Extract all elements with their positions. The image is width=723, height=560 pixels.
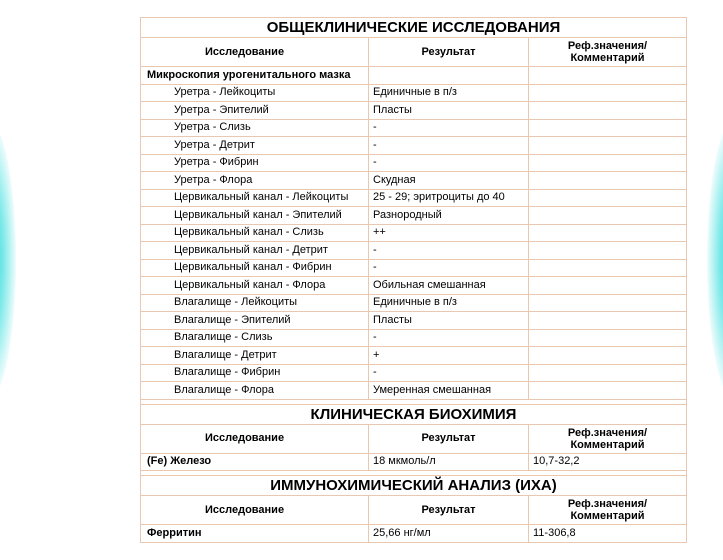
table-row	[141, 347, 687, 365]
group-row	[141, 67, 687, 85]
table-row	[141, 382, 687, 400]
reference-cell	[529, 242, 687, 260]
test-name-cell: (Fe) Железо	[141, 453, 369, 471]
section-title-immuno: ИММУНОХИМИЧЕСКИЙ АНАЛИЗ (ИХА)	[141, 476, 687, 496]
reference-cell	[529, 364, 687, 382]
test-name-cell: Цервикальный канал - Детрит	[141, 242, 369, 260]
test-name-cell: Влагалище - Эпителий	[141, 312, 369, 330]
header-result: Результат	[369, 424, 529, 453]
reference-cell	[529, 329, 687, 347]
table-row	[141, 119, 687, 137]
reference-cell	[529, 119, 687, 137]
test-name-cell: Уретра - Фибрин	[141, 154, 369, 172]
table-row	[141, 259, 687, 277]
result-cell: ++	[369, 224, 529, 242]
test-name-cell: Уретра - Эпителий	[141, 102, 369, 120]
table-row	[141, 364, 687, 382]
result-cell: Пласты	[369, 102, 529, 120]
header-reference: Реф.значения/ Комментарий	[529, 424, 687, 453]
table-row	[141, 525, 687, 543]
result-cell: -	[369, 259, 529, 277]
result-cell: -	[369, 119, 529, 137]
lab-results-table	[140, 17, 687, 543]
header-test: Исследование	[141, 496, 369, 525]
test-name-cell: Уретра - Слизь	[141, 119, 369, 137]
reference-cell	[529, 84, 687, 102]
header-result: Результат	[369, 38, 529, 67]
header-reference: Реф.значения/ Комментарий	[529, 496, 687, 525]
result-cell: -	[369, 154, 529, 172]
column-header-row	[141, 38, 687, 67]
result-cell: -	[369, 329, 529, 347]
table-row	[141, 277, 687, 295]
result-cell: +	[369, 347, 529, 365]
result-cell: Единичные в п/з	[369, 294, 529, 312]
table-row	[141, 224, 687, 242]
section-title-row	[141, 404, 687, 424]
table-row	[141, 242, 687, 260]
header-test: Исследование	[141, 424, 369, 453]
header-test: Исследование	[141, 38, 369, 67]
reference-cell	[529, 137, 687, 155]
reference-cell: 10,7-32,2	[529, 453, 687, 471]
reference-cell	[529, 172, 687, 190]
column-header-row	[141, 424, 687, 453]
result-cell: Единичные в п/з	[369, 84, 529, 102]
test-name-cell: Влагалище - Слизь	[141, 329, 369, 347]
result-cell: 25 - 29; эритроциты до 40	[369, 189, 529, 207]
header-reference: Реф.значения/ Комментарий	[529, 38, 687, 67]
result-cell: Пласты	[369, 312, 529, 330]
test-name-cell: Уретра - Детрит	[141, 137, 369, 155]
table-row	[141, 329, 687, 347]
reference-cell	[529, 259, 687, 277]
test-name-cell: Цервикальный канал - Флора	[141, 277, 369, 295]
test-name-cell: Цервикальный канал - Слизь	[141, 224, 369, 242]
result-cell: -	[369, 137, 529, 155]
lab-results-body	[141, 18, 687, 543]
group-result-cell	[369, 67, 529, 85]
test-name-cell: Цервикальный канал - Фибрин	[141, 259, 369, 277]
header-result: Результат	[369, 496, 529, 525]
reference-cell	[529, 224, 687, 242]
reference-cell	[529, 154, 687, 172]
test-name-cell: Уретра - Флора	[141, 172, 369, 190]
table-row	[141, 137, 687, 155]
table-row	[141, 207, 687, 225]
section-title-row	[141, 18, 687, 38]
reference-cell: 11-306,8	[529, 525, 687, 543]
table-row	[141, 294, 687, 312]
result-cell: -	[369, 364, 529, 382]
column-header-row	[141, 496, 687, 525]
test-name-cell: Ферритин	[141, 525, 369, 543]
result-cell: Скудная	[369, 172, 529, 190]
decorative-glow-left	[0, 120, 16, 400]
reference-cell	[529, 312, 687, 330]
test-name-cell: Влагалище - Фибрин	[141, 364, 369, 382]
result-cell: -	[369, 242, 529, 260]
reference-cell	[529, 189, 687, 207]
result-cell: Умеренная смешанная	[369, 382, 529, 400]
test-name-cell: Влагалище - Лейкоциты	[141, 294, 369, 312]
table-row	[141, 84, 687, 102]
table-row	[141, 312, 687, 330]
test-name-cell: Влагалище - Флора	[141, 382, 369, 400]
decorative-glow-right	[707, 120, 723, 400]
reference-cell	[529, 294, 687, 312]
table-row	[141, 154, 687, 172]
reference-cell	[529, 277, 687, 295]
result-cell: Разнородный	[369, 207, 529, 225]
result-cell: 18 мкмоль/л	[369, 453, 529, 471]
group-ref-cell	[529, 67, 687, 85]
section-title-general: ОБЩЕКЛИНИЧЕСКИЕ ИССЛЕДОВАНИЯ	[141, 18, 687, 38]
test-name-cell: Влагалище - Детрит	[141, 347, 369, 365]
table-row	[141, 102, 687, 120]
reference-cell	[529, 347, 687, 365]
section-title-biochem: КЛИНИЧЕСКАЯ БИОХИМИЯ	[141, 404, 687, 424]
group-label: Микроскопия урогенитального мазка	[141, 67, 369, 85]
table-row	[141, 189, 687, 207]
result-cell: 25,66 нг/мл	[369, 525, 529, 543]
table-row	[141, 453, 687, 471]
result-cell: Обильная смешанная	[369, 277, 529, 295]
test-name-cell: Цервикальный канал - Эпителий	[141, 207, 369, 225]
section-title-row	[141, 476, 687, 496]
reference-cell	[529, 382, 687, 400]
test-name-cell: Цервикальный канал - Лейкоциты	[141, 189, 369, 207]
table-row	[141, 172, 687, 190]
test-name-cell: Уретра - Лейкоциты	[141, 84, 369, 102]
reference-cell	[529, 102, 687, 120]
reference-cell	[529, 207, 687, 225]
